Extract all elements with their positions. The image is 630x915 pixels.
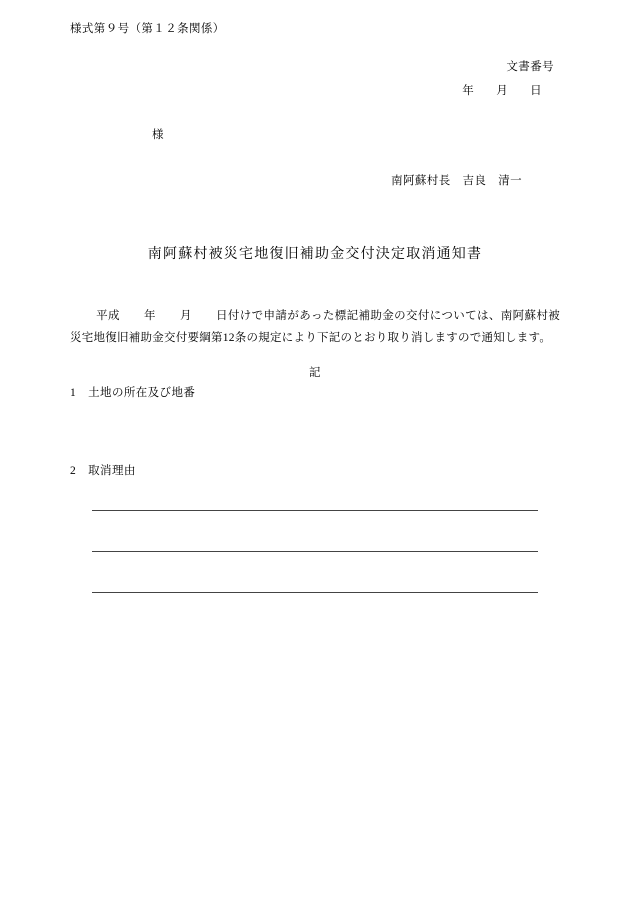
item-1-number: 1 xyxy=(70,386,77,399)
date-month-label: 月 xyxy=(496,85,509,97)
item-2-label: 取消理由 xyxy=(88,464,136,477)
blank-line xyxy=(92,510,538,511)
date-year-label: 年 xyxy=(462,85,475,97)
date-line xyxy=(70,82,560,98)
body-text-first-line: 日付けで申請があった標記補助金の交付については、南阿蘇村被災宅地 xyxy=(70,310,561,345)
item-2-number: 2 xyxy=(70,464,77,477)
issuer-name: 南阿蘇村長 吉良 清一 xyxy=(391,175,522,187)
form-number: 様式第９号（第１２条関係） xyxy=(70,23,225,35)
item-1-label: 土地の所在及び地番 xyxy=(88,386,196,399)
document-number-label: 文書番号 xyxy=(506,61,554,73)
body-era-label: 平成 xyxy=(96,310,120,322)
body-text-second-line: 復旧補助金交付要綱第12条の規定により下記のとおり取り消しますので通知します。 xyxy=(105,332,552,345)
addressee-honorific: 様 xyxy=(152,129,164,141)
blank-write-in-lines xyxy=(70,510,560,593)
date-day-label: 日 xyxy=(530,85,542,97)
ki-heading: 記 xyxy=(309,366,321,379)
item-2 xyxy=(70,462,560,478)
blank-line xyxy=(92,551,538,552)
blank-line xyxy=(92,592,538,593)
body-month-label: 月 xyxy=(179,310,192,322)
item-1 xyxy=(70,384,560,400)
body-year-label: 年 xyxy=(143,310,156,322)
body-paragraph xyxy=(70,305,560,350)
page-title: 南阿蘇村被災宅地復旧補助金交付決定取消通知書 xyxy=(147,247,483,262)
